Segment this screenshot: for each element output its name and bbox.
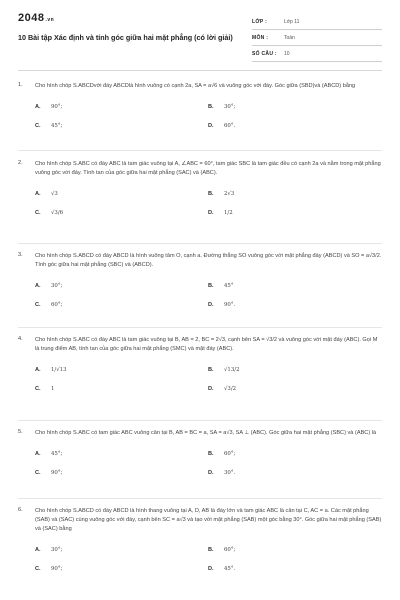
answer-option-d[interactable] <box>208 302 381 308</box>
answer-option-b[interactable] <box>208 191 381 197</box>
answer-options <box>35 276 382 314</box>
question-3 <box>18 252 382 314</box>
question-5 <box>18 429 382 482</box>
answer-option-c[interactable] <box>35 210 208 216</box>
answer-option-d[interactable] <box>208 386 381 392</box>
answer-row <box>35 97 382 116</box>
answer-row <box>35 276 382 295</box>
answer-label: A. <box>35 103 41 110</box>
answer-option-d[interactable] <box>208 470 381 476</box>
answer-value: 90°. <box>224 301 236 308</box>
answer-value: √13/2 <box>224 366 240 373</box>
question-divider <box>18 498 382 499</box>
answer-row <box>35 463 382 482</box>
answer-row <box>35 203 382 222</box>
meta-value: Toán <box>284 34 295 41</box>
answer-row <box>35 116 382 135</box>
answer-options <box>35 97 382 135</box>
meta-label: MÔN : <box>252 34 269 41</box>
answer-value: 90°; <box>51 103 63 110</box>
logo-text: 2048 <box>18 12 45 24</box>
answer-options <box>35 360 382 398</box>
meta-info-panel <box>252 14 382 62</box>
answer-row <box>35 559 382 578</box>
answer-value: 1/√13 <box>51 366 67 373</box>
answer-option-d[interactable] <box>208 123 381 129</box>
answer-option-b[interactable] <box>208 451 381 457</box>
answer-option-a[interactable] <box>35 547 208 553</box>
answer-option-a[interactable] <box>35 104 208 110</box>
question-divider <box>18 243 382 244</box>
question-number: 4. <box>18 336 23 342</box>
answer-option-b[interactable] <box>208 547 381 553</box>
answer-label: C. <box>35 301 41 308</box>
answer-value: 90°; <box>51 469 63 476</box>
answer-label: B. <box>208 282 214 289</box>
answer-label: D. <box>208 565 214 572</box>
meta-value: 10 <box>284 50 290 57</box>
answer-option-b[interactable] <box>208 367 381 373</box>
answer-label: B. <box>208 366 214 373</box>
answer-label: B. <box>208 103 214 110</box>
answer-label: D. <box>208 301 214 308</box>
answer-row <box>35 295 382 314</box>
answer-value: √3 <box>51 190 58 197</box>
question-number: 2. <box>18 160 23 166</box>
answer-value: 30°. <box>224 469 236 476</box>
answer-row <box>35 379 382 398</box>
question-1 <box>18 82 382 135</box>
answer-value: 45°; <box>51 122 63 129</box>
answer-value: 60°; <box>51 301 63 308</box>
question-number: 3. <box>18 252 23 258</box>
answer-label: A. <box>35 546 41 553</box>
question-text: Cho hình chóp S.ABCD có đáy ABCD là hình vuông tâm O, cạnh a. Đường thẳng SO vuông góc với mặt phẳng đáy (ABCD) và SO = a√3/2. Tính góc giữa hai mặt phẳng (SBC) và (ABCD). <box>35 253 382 268</box>
answer-row <box>35 360 382 379</box>
answer-value: 2√3 <box>224 190 235 197</box>
question-4 <box>18 336 382 398</box>
question-text: Cho hình chóp S.ABCDvới đáy ABCDlà hình vuông có cạnh 2a, SA = a√6 và vuông góc với đáy. Góc giữa (SBD)và (ABCD) bằng <box>35 83 356 89</box>
answer-option-c[interactable] <box>35 123 208 129</box>
answer-value: 90°; <box>51 565 63 572</box>
answer-value: 45° <box>224 282 234 289</box>
meta-row-subject <box>252 30 382 46</box>
meta-value: Lớp 11 <box>284 18 300 25</box>
answer-row <box>35 540 382 559</box>
answer-option-a[interactable] <box>35 367 208 373</box>
answer-options <box>35 184 382 222</box>
answer-value: √3/6 <box>51 209 64 216</box>
answer-options <box>35 444 382 482</box>
answer-label: D. <box>208 209 214 216</box>
answer-value: 1 <box>51 385 55 392</box>
question-6 <box>18 507 382 578</box>
question-divider <box>18 327 382 328</box>
answer-label: C. <box>35 565 41 572</box>
answer-value: 30°; <box>51 546 63 553</box>
question-text: Cho hình chóp S.ABC có tam giác ABC vuông cân tại B, AB = BC = a, SA = a√3, SA ⊥ (ABC). Góc giữa hai mặt phẳng (SBC) và (ABC) là <box>35 430 377 436</box>
answer-label: A. <box>35 450 41 457</box>
answer-value: 60°. <box>224 122 236 129</box>
answer-label: A. <box>35 190 41 197</box>
answer-value: 30°; <box>224 103 236 110</box>
answer-options <box>35 540 382 578</box>
answer-label: D. <box>208 385 214 392</box>
answer-label: D. <box>208 469 214 476</box>
question-text: Cho hình chóp S.ABCD có đáy ABCD là hình thang vuông tại A, D, AB là đáy lớn và tam giác ABC là cân tại C, AC = a. Các mặt phẳng (SAB) và (SAC) cùng vuông góc với đáy, cạnh bên SC = a√3 và tạo với mặt phẳng (SAB) một góc bằng 30°. Góc giữa hai mặt phẳng (SAB) và (SAC) bằng <box>35 508 382 532</box>
answer-label: B. <box>208 190 214 197</box>
answer-value: 60°; <box>224 546 236 553</box>
meta-label: SỐ CÂU : <box>252 50 277 57</box>
answer-option-c[interactable] <box>35 302 208 308</box>
answer-option-c[interactable] <box>35 386 208 392</box>
answer-label: B. <box>208 450 214 457</box>
question-2 <box>18 160 382 222</box>
meta-row-count <box>252 46 382 62</box>
answer-label: C. <box>35 469 41 476</box>
answer-option-a[interactable] <box>35 191 208 197</box>
question-text: Cho hình chóp S.ABC có đáy ABC là tam giác vuông tại A, ∠ABC = 60°, tam giác SBC là tam giác đều có cạnh 2a và nằm trong mặt phẳng vuông góc với đáy. Tính tan của góc giữa hai mặt phẳng (SAC) và (ABC). <box>35 161 381 176</box>
answer-row <box>35 184 382 203</box>
answer-row <box>35 444 382 463</box>
answer-label: C. <box>35 122 41 129</box>
answer-value: 1/2 <box>224 209 233 216</box>
answer-value: √3/2 <box>224 385 237 392</box>
answer-label: C. <box>35 209 41 216</box>
answer-value: 45°; <box>51 450 63 457</box>
answer-value: 45°. <box>224 565 236 572</box>
meta-row-class <box>252 14 382 30</box>
answer-option-d[interactable] <box>208 210 381 216</box>
page-title: 10 Bài tập Xác định và tính góc giữa hai mặt phẳng (có lời giải) <box>18 33 233 42</box>
question-text: Cho hình chóp S.ABC có đáy ABC là tam giác vuông tại B, AB = 2, BC = 2√3, cạnh bên SA = √3/2 và vuông góc với mặt đáy (ABC). Gọi M là trung điểm AB, tính tan của góc giữa hai mặt phẳng (SMC) và mặt đáy (ABC). <box>35 337 378 352</box>
answer-value: 30°; <box>51 282 63 289</box>
answer-option-a[interactable] <box>35 451 208 457</box>
question-divider <box>18 150 382 151</box>
answer-option-d[interactable] <box>208 566 381 572</box>
answer-value: 60°; <box>224 450 236 457</box>
header-divider <box>18 70 382 71</box>
logo-suffix: .vn <box>45 17 55 23</box>
question-number: 6. <box>18 507 23 513</box>
answer-label: C. <box>35 385 41 392</box>
question-divider <box>18 420 382 421</box>
answer-option-b[interactable] <box>208 104 381 110</box>
question-number: 5. <box>18 429 23 435</box>
answer-label: A. <box>35 282 41 289</box>
meta-label: LỚP : <box>252 18 268 25</box>
answer-option-c[interactable] <box>35 566 208 572</box>
question-number: 1. <box>18 82 23 88</box>
answer-option-a[interactable] <box>35 283 208 289</box>
answer-label: B. <box>208 546 214 553</box>
answer-label: D. <box>208 122 214 129</box>
answer-label: A. <box>35 366 41 373</box>
answer-option-b[interactable] <box>208 283 381 289</box>
answer-option-c[interactable] <box>35 470 208 476</box>
site-logo[interactable] <box>18 12 54 24</box>
